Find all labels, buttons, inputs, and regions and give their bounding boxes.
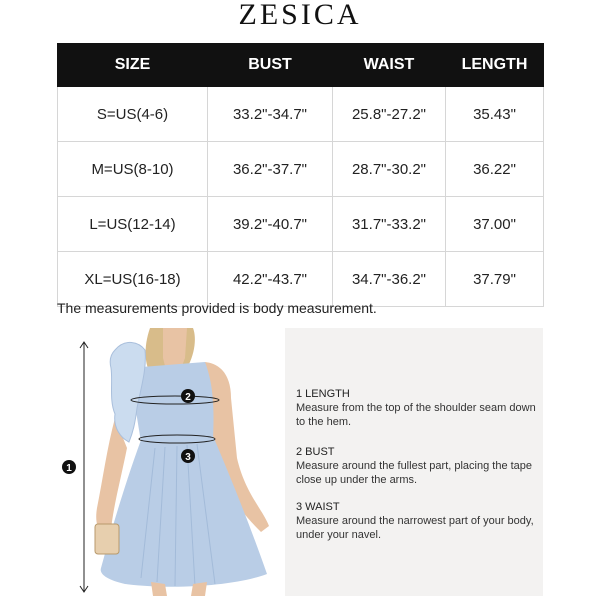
instruction-waist-title: 3 WAIST: [296, 501, 340, 513]
instruction-waist: [296, 500, 536, 542]
instruction-length-title: 1 LENGTH: [296, 388, 350, 400]
header-size: SIZE: [58, 44, 208, 87]
cell-bust: 36.2"-37.7": [208, 142, 333, 197]
table-header-row: [58, 44, 544, 87]
cell-bust: 39.2"-40.7": [208, 197, 333, 252]
cell-length: 37.00": [446, 197, 544, 252]
dress-illustration: [55, 328, 280, 596]
header-waist: WAIST: [333, 44, 446, 87]
brand-logo: ZESICA: [238, 0, 362, 31]
size-chart-table: [57, 43, 544, 307]
marker-length: [62, 460, 76, 474]
cell-length: 35.43": [446, 87, 544, 142]
table-row: [58, 197, 544, 252]
instruction-bust-text: Measure around the fullest part, placing the tape close up under the arms.: [296, 460, 533, 486]
instruction-length: [296, 387, 536, 429]
table-row: [58, 252, 544, 307]
marker-bust: [181, 389, 195, 403]
cell-bust: 33.2"-34.7": [208, 87, 333, 142]
cell-waist: 31.7"-33.2": [333, 197, 446, 252]
cell-waist: 25.8"-27.2": [333, 87, 446, 142]
header-bust: BUST: [208, 44, 333, 87]
instruction-bust-title: 2 BUST: [296, 446, 335, 458]
marker-length-label: 1: [66, 463, 72, 474]
cell-size: S=US(4-6): [58, 87, 208, 142]
cell-length: 36.22": [446, 142, 544, 197]
measurement-note: The measurements provided is body measurement.: [57, 300, 377, 316]
marker-waist-label: 3: [185, 452, 191, 463]
header-length: LENGTH: [446, 44, 544, 87]
instruction-bust: [296, 445, 536, 487]
cell-bust: 42.2"-43.7": [208, 252, 333, 307]
marker-bust-label: 2: [185, 392, 191, 403]
cell-length: 37.79": [446, 252, 544, 307]
cell-waist: 34.7"-36.2": [333, 252, 446, 307]
clutch-bag: [95, 524, 119, 554]
cell-size: M=US(8-10): [58, 142, 208, 197]
table-row: [58, 87, 544, 142]
instruction-length-text: Measure from the top of the shoulder seam down to the hem.: [296, 402, 536, 428]
marker-waist: [181, 449, 195, 463]
instruction-waist-text: Measure around the narrowest part of your body, under your navel.: [296, 515, 534, 541]
cell-waist: 28.7"-30.2": [333, 142, 446, 197]
cell-size: XL=US(16-18): [58, 252, 208, 307]
table-row: [58, 142, 544, 197]
cell-size: L=US(12-14): [58, 197, 208, 252]
